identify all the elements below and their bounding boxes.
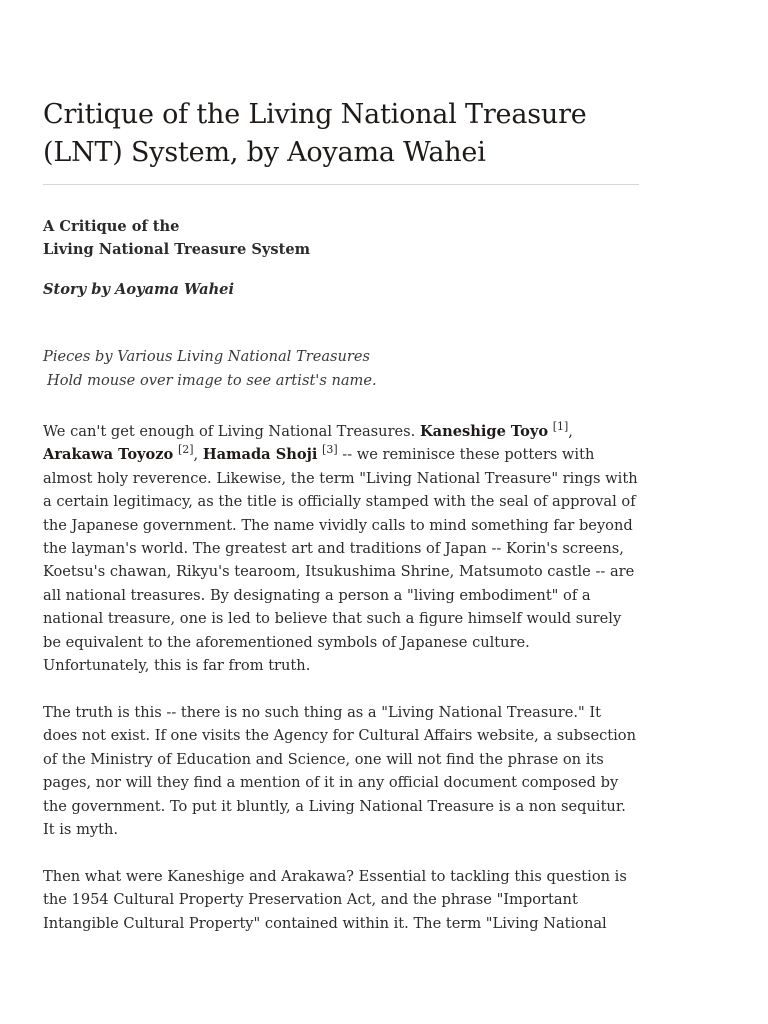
footnote-ref-3[interactable]: [3] (322, 443, 338, 457)
article-body (43, 215, 639, 935)
image-caption (43, 345, 639, 392)
title-line-2: (LNT) System, by Aoyama Wahei (43, 137, 486, 168)
artist-name-kaneshige: Kaneshige Toyo (419, 423, 549, 441)
paragraph-1 (43, 420, 639, 677)
paragraph-2: The truth is this -- there is no such thing as a "Living National Treasure." It does not exist. If one visits the Agency for Cultural Affairs website, a subsection of the Ministry of Education and Science, one will not find the phrase on its pages, nor will they find a mention of it in any official document composed by the government. To put it bluntly, a Living National Treasure is a non sequitur. It is myth. (43, 703, 636, 838)
article (43, 96, 639, 935)
separator-2: , (193, 446, 203, 464)
heading-line-1: A Critique of the (43, 218, 180, 235)
caption-line-2: Hold mouse over image to see artist's name. (47, 371, 377, 389)
separator-1: , (568, 423, 573, 441)
heading-line-2: Living National Treasure System (43, 241, 311, 259)
paragraph-1-rest: -- we reminisce these potters with almost holy reverence. Likewise, the term "Living National Treasure" rings with a certain legitimacy, as the title is officially stamped with the seal of approval of the Japanese government. The name vividly calls to mind something far beyond the layman's world. The greatest art and traditions of Japan -- Korin's screens, Koetsu's chawan, Rikyu's tearoom, Itsukushima Shrine, Matsumoto castle -- are all national treasures. By designating a person a "living embodiment" of a national treasure, one is led to believe that such a figure himself would surely be equivalent to the aforementioned symbols of Japanese culture. Unfortunately, this is far from truth. (43, 446, 638, 675)
footnote-ref-2[interactable]: [2] (177, 443, 194, 457)
page-title (43, 96, 639, 185)
title-line-1: Critique of the Living National Treasure (43, 99, 587, 130)
caption-line-1: Pieces by Various Living National Treasures (43, 348, 371, 366)
article-heading (43, 215, 639, 262)
footnote-ref-1[interactable]: [1] (552, 420, 569, 434)
artist-name-hamada: Hamada Shoji (202, 446, 318, 464)
artist-name-arakawa: Arakawa Toyozo (43, 446, 174, 464)
byline: Story by Aoyama Wahei (43, 280, 235, 298)
paragraph-1-lead: We can't get enough of Living National Treasures. (43, 423, 420, 441)
paragraph-3: Then what were Kaneshige and Arakawa? Essential to tackling this question is the 1954 Cultural Property Preservation Act, and the phrase "Important Intangible Cultural Property" contained within it. The term "Living National (43, 867, 627, 932)
